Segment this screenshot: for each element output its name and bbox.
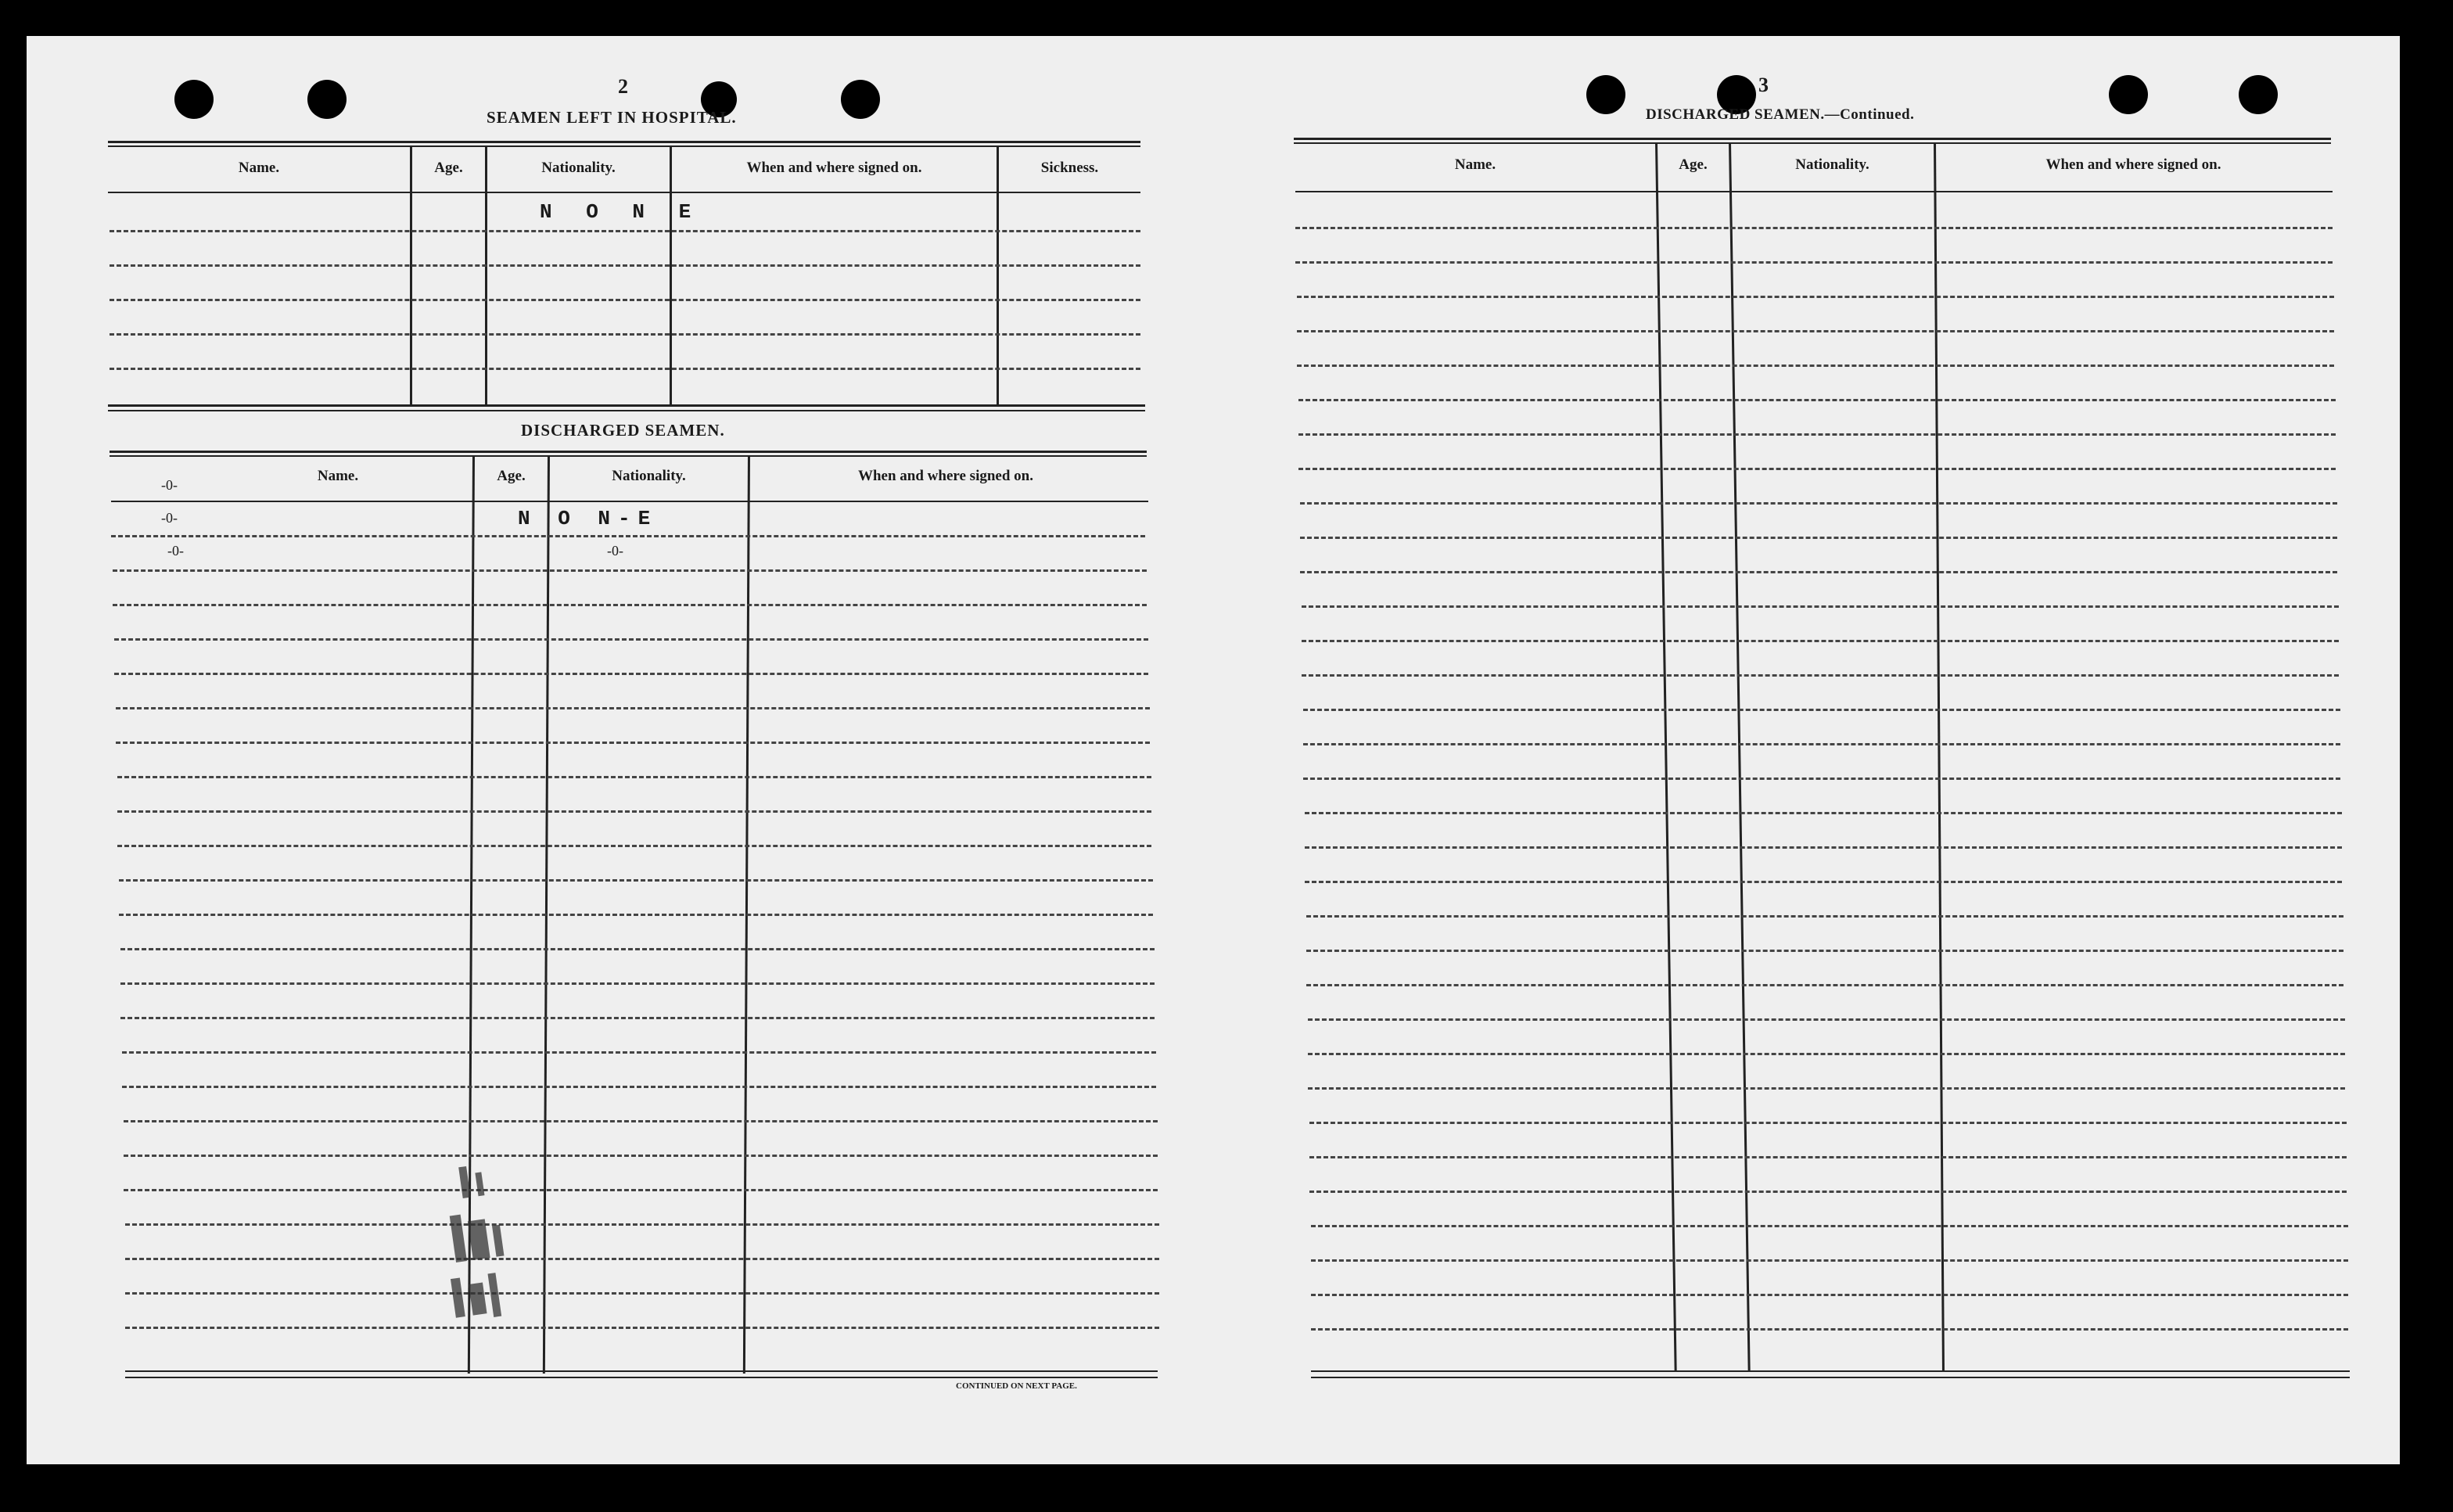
table-rule [110,451,1147,453]
ruled-line [1302,640,2339,642]
table-rule [108,404,1145,407]
column-header-nationality: Nationality. [541,160,616,176]
ruled-line [1297,296,2334,298]
section-title-discharged: DISCHARGED SEAMEN. [521,421,725,440]
footer-note: CONTINUED ON NEXT PAGE. [956,1381,1077,1391]
column-header-nationality: Nationality. [612,468,686,484]
none-entry: N O N-E [518,507,659,530]
ruled-line [1308,1087,2345,1090]
punch-hole [307,80,347,119]
ruled-line [122,1086,1156,1088]
ruled-line [1311,1294,2348,1296]
punch-hole [1586,75,1625,114]
ruled-line [1311,1328,2348,1331]
ruled-line [114,673,1148,675]
nationality-mark: -0- [607,543,623,558]
column-header-signed-on: When and where signed on. [2045,156,2221,173]
table-rule [108,192,1140,193]
section-title-hospital: SEAMEN LEFT IN HOSPITAL. [487,108,737,127]
ruled-line [1302,605,2339,608]
punch-hole [2109,75,2148,114]
ruled-line [1306,984,2343,986]
ruled-line [1300,571,2337,573]
ruled-line [1298,468,2336,470]
table-rule [1311,1377,2350,1378]
table-rule [1294,142,2331,144]
ruled-line [120,1017,1155,1019]
ruled-line [1305,812,2342,814]
ruled-line [113,604,1147,606]
table-rule [108,141,1140,143]
ruled-line [110,368,1140,370]
ruled-line [1309,1191,2347,1193]
ruled-line [116,742,1150,744]
table-rule [1295,191,2333,192]
ruled-line [119,914,1153,916]
ruled-line [1306,950,2343,952]
none-entry: N O N E [540,200,702,224]
punch-hole [2239,75,2278,114]
ruled-line [116,707,1150,709]
column-header-signed-on: When and where signed on. [857,468,1033,484]
ruled-line [120,982,1155,985]
ruled-line [119,879,1153,882]
ruled-line [117,810,1151,813]
table-rule [108,410,1145,411]
table-rule [111,501,1148,502]
ruled-line [117,845,1151,847]
ruled-line [111,535,1145,537]
column-header-age: Age. [497,468,526,484]
ruled-line [1309,1122,2347,1124]
ruled-line [110,299,1140,301]
ruled-line [1302,674,2339,677]
punch-hole [841,80,880,119]
name-mark: -0- [161,510,178,526]
ruled-line [122,1051,1156,1054]
column-header-name: Name. [1454,156,1496,173]
ruled-line [125,1258,1159,1260]
column-header-sickness: Sickness. [1040,160,1099,176]
column-header-age: Age. [1679,156,1708,173]
ruled-line [1305,846,2342,849]
column-header-name: Name. [317,468,359,484]
ruled-line [1300,502,2337,505]
ruled-line [110,333,1140,336]
ruled-line [124,1155,1158,1157]
ruled-line [124,1120,1158,1122]
ruled-line [1295,227,2333,229]
name-mark: -0- [167,543,184,558]
ruled-line [114,638,1148,641]
ruled-line [1303,778,2340,780]
document-sheet [27,36,2400,1464]
ruled-line [117,776,1151,778]
section-title-discharged-continued: DISCHARGED SEAMEN.—Continued. [1646,106,1915,123]
column-header-signed-on: When and where signed on. [746,160,922,176]
ruled-line [1308,1053,2345,1055]
ruled-line [1297,330,2334,332]
ruled-line [1295,261,2333,264]
ruled-line [1297,365,2334,367]
table-rule [108,145,1140,147]
table-rule [125,1377,1158,1378]
ruled-line [124,1189,1158,1191]
ruled-line [1303,709,2340,711]
ruled-line [1311,1259,2348,1262]
ruled-line [1311,1225,2348,1227]
ruled-line [125,1327,1159,1329]
ruled-line [1303,743,2340,745]
table-rule [125,1370,1158,1372]
ruled-line [1305,881,2342,883]
ruled-line [1306,915,2343,918]
ruled-line [120,948,1155,950]
ruled-line [110,230,1140,232]
ruled-line [125,1292,1159,1295]
ruled-line [1308,1018,2345,1021]
table-rule [1311,1370,2350,1372]
name-mark: -0- [161,477,178,493]
ruled-line [1298,433,2336,436]
ruled-line [113,569,1147,572]
column-header-nationality: Nationality. [1795,156,1869,173]
ruled-line [1298,399,2336,401]
ruled-line [1309,1156,2347,1158]
page-number: 3 [1758,74,1769,96]
punch-hole [174,80,214,119]
column-header-name: Name. [238,160,280,176]
ruled-line [125,1223,1159,1226]
ruled-line [1300,537,2337,539]
table-rule [110,455,1147,457]
table-rule [1294,138,2331,140]
column-header-age: Age. [434,160,463,176]
page-number: 2 [618,75,628,98]
ruled-line [110,264,1140,267]
